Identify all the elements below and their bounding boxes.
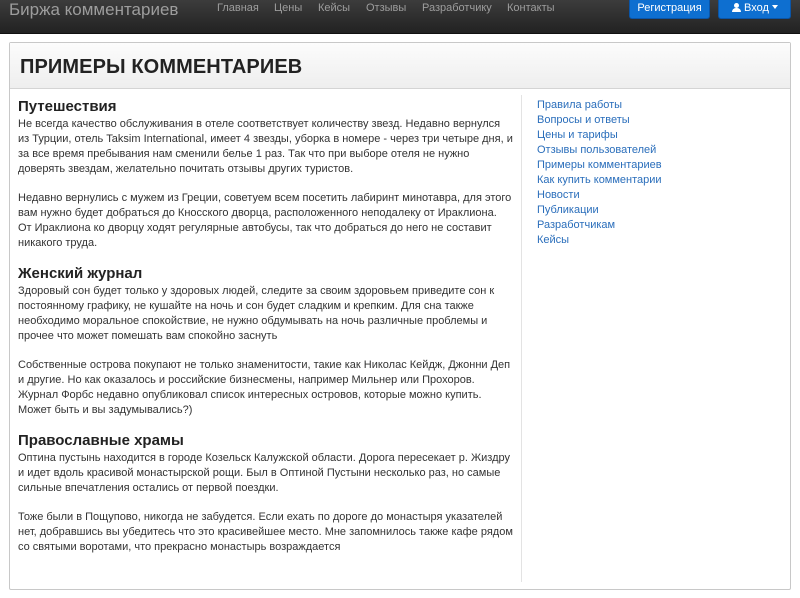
sidebar-link-prices[interactable]: Цены и тарифы bbox=[537, 129, 618, 141]
sidebar-link-faq[interactable]: Вопросы и ответы bbox=[537, 114, 630, 126]
login-label: Вход bbox=[744, 2, 769, 14]
register-button[interactable]: Регистрация bbox=[629, 0, 710, 19]
paragraph: Не всегда качество обслуживания в отеле соответствует количеству звезд. Недавно вернулся из Турции, отель Taksim International, имеет 4 звезды, уборка в номере - через три четыре дня, и за все время пребывания нам сменили белье 1 раз. Так что при выборе отеля не нужно доверять звездам, желательно почитать отзывы других туристов. bbox=[18, 118, 513, 175]
nav-link-cases[interactable]: Кейсы bbox=[318, 2, 351, 14]
sidebar-link-comment-examples[interactable]: Примеры комментариев bbox=[537, 159, 662, 171]
sidebar-link-user-reviews[interactable]: Отзывы пользователей bbox=[537, 144, 657, 156]
paragraph: Здоровый сон будет только у здоровых людей, следите за своим здоровьем приведите сон к постоянному графику, не кушайте на ночь и сон будет сладким и крепким. Для сна также необходимо моральное спокойствие, не нужно обдумывать на ночь различные проблемы и прочее что может помешать вам спокойно заснуть bbox=[18, 285, 495, 342]
main-content bbox=[18, 98, 513, 569]
page-title: ПРИМЕРЫ КОММЕНТАРИЕВ bbox=[20, 56, 303, 78]
nav-link-reviews[interactable]: Отзывы bbox=[366, 2, 407, 14]
sidebar-menu bbox=[537, 98, 662, 248]
paragraph: Тоже были в Пощупово, никогда не забудется. Если ехать по дороге до монастыря указателей нет, добравшись вы убедитесь что это красивейшее место. Мне запомнилось также кафе рядом со святыми воротами, что прекрасно монастырь возраждается bbox=[18, 511, 513, 553]
caret-down-icon bbox=[772, 5, 778, 9]
paragraph: Собственные острова покупают не только знаменитости, такие как Николас Кейдж, Джонни Деп и другие. Но как оказалось и российские бизнесмены, например Мильнер или Прохоров. Журнал Форбс недавно опубликовал список интересных островов, которые можно купить. Может быть и вы задумывались?) bbox=[18, 359, 511, 416]
user-icon bbox=[732, 3, 741, 12]
section-title: Женский журнал bbox=[18, 265, 143, 282]
brand-logo[interactable]: Биржа комментариев bbox=[9, 0, 179, 19]
section-title: Православные храмы bbox=[18, 432, 184, 449]
sidebar-link-rules[interactable]: Правила работы bbox=[537, 99, 623, 111]
login-button[interactable] bbox=[718, 0, 791, 19]
sidebar-link-cases[interactable]: Кейсы bbox=[537, 234, 570, 246]
sidebar-link-news[interactable]: Новости bbox=[537, 189, 580, 201]
top-navbar bbox=[0, 0, 800, 34]
panel-heading bbox=[10, 43, 790, 89]
nav-link-developer[interactable]: Разработчику bbox=[422, 2, 492, 14]
paragraph: Оптина пустынь находится в городе Козельск Калужской области. Дорога пересекает р. Жиздру и идет вдоль красивой монастырской рощи. Был в Оптиной Пустыни несколько раз, но самые сильные впечатления остались от первой поездки. bbox=[18, 452, 510, 494]
column-divider bbox=[521, 95, 522, 582]
article-section bbox=[18, 265, 513, 418]
article-section bbox=[18, 432, 513, 555]
section-title: Путешествия bbox=[18, 98, 117, 115]
nav-link-contacts[interactable]: Контакты bbox=[507, 2, 555, 14]
paragraph: Недавно вернулись с мужем из Греции, советуем всем посетить лабиринт минотавра, для этого вам нужно будет добраться до Кносского дворца, расположенного неподалеку от Ираклиона. От Ираклиона ко дворцу ходят регулярные автобусы, так что добраться до него не составит никакого труда. bbox=[18, 192, 512, 249]
nav-link-prices[interactable]: Цены bbox=[274, 2, 303, 14]
nav-link-home[interactable]: Главная bbox=[217, 2, 259, 14]
sidebar-link-publications[interactable]: Публикации bbox=[537, 204, 599, 216]
article-section bbox=[18, 98, 513, 251]
sidebar-link-how-to-buy[interactable]: Как купить комментарии bbox=[537, 174, 662, 186]
content-panel bbox=[9, 42, 791, 590]
sidebar-link-developers[interactable]: Разработчикам bbox=[537, 219, 616, 231]
